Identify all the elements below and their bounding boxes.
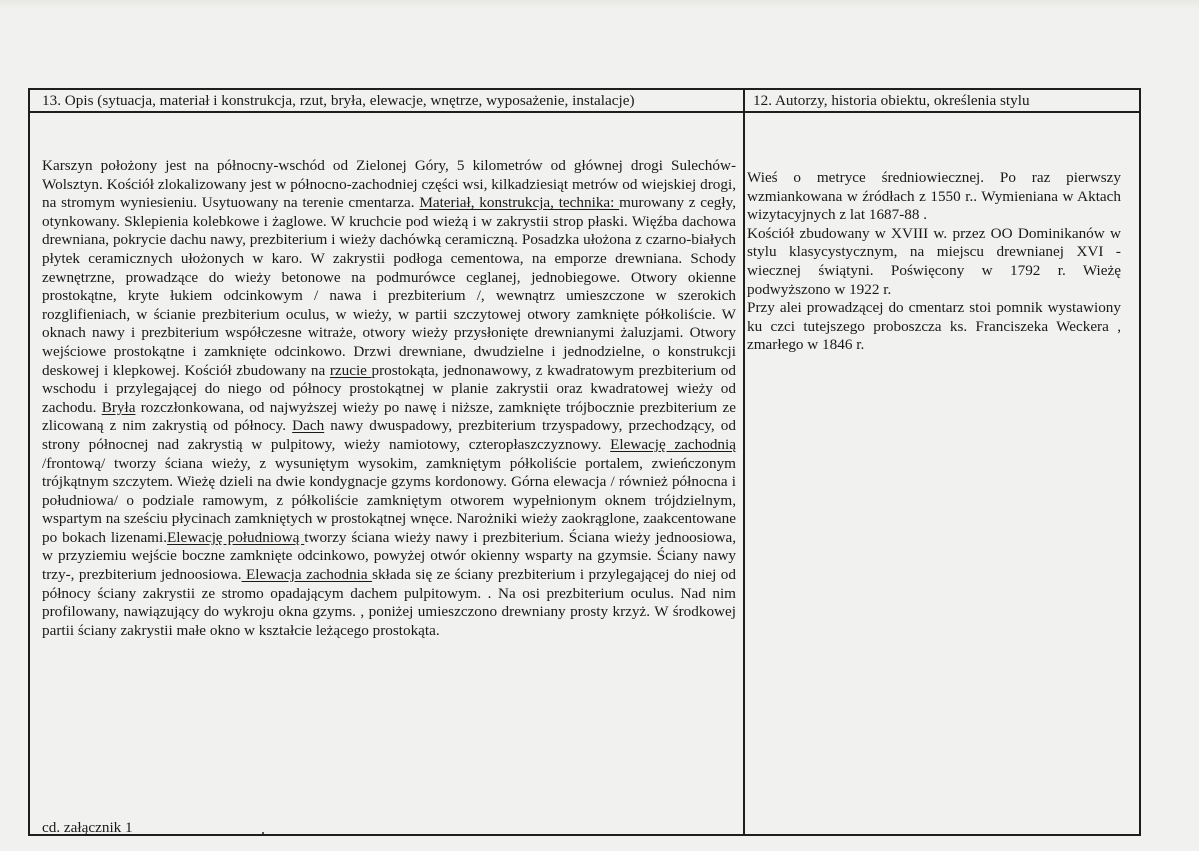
section-12-header: 12. Autorzy, historia obiektu, określenia stylu bbox=[753, 92, 1030, 109]
underlined-heading: Bryła bbox=[101, 398, 136, 416]
description-run: rozczłonkowana, od najwyższej wieży po nawę i niższe, zamknięte trójbocznie prezbiterium ze zlicowaną z nim zakrystią od północy. bbox=[42, 398, 736, 435]
description-run: /frontową/ tworzy ściana wieży, z wysuniętym wysokim, zamkniętym półkoliście portalem, zwieńczonym trójkątnym szczytem. Wieżę dzieli na dwie kondygnacje gzyms kordonowy. Górna elewacja / również północna i południowa/ o podziale ramowym, z półkoliście zamkniętym otworem wypełnionym oknem trójdzielnym, wspartym na sześciu płycinach zamkniętych w prostokątnej wnęce. Narożniki wieży zaokrąglone, zaakcentowane po bokach lizenami. bbox=[42, 454, 736, 546]
description-run: murowany z cegły, otynkowany. Sklepienia kolebkowe i żaglowe. W kruchcie pod wieżą i w zakrystii strop płaski. Więźba dachowa drewniana, pokrycie dachu nawy, prezbiterium i wieży dachówką ceramiczną. Posadzka ułożona z czarno-białych płytek ceramicznych ułożonych w karo. W zakrystii podłoga cementowa, na emporze drewniana. Schody zewnętrzne, prowadzące do wieży betonowe na podmurówce ceglanej, jednobiegowe. Otwory okienne prostokątne, kryte łukiem odcinkowym / nawa i prezbiterium /, wewnątrz umieszczone w szerokich rozglifieniach, w ścianie prezbiterium oculus, w wieży, w partii szczytowej otwory zamknięte półkoliście. W oknach nawy i prezbiterium współczesne witraże, otwory wieży przysłonięte drewnianymi żaluzjami. Otwory wejściowe prostokątne i zamknięte odcinkowo. Drzwi drewniane, dwudzielne i jednodzielne, o konstrukcji deskowej i klepkowej. Kościół zbudowany na bbox=[42, 194, 736, 379]
page-edge bbox=[0, 0, 1199, 10]
column-divider bbox=[743, 90, 745, 834]
description-run: nawy dwuspadowy, prezbiterium trzyspadowy, przechodzący, od strony północnej nad zakrystią w pulpitowy, wieży namiotowy, czteropłaszczyznowy. bbox=[42, 417, 736, 453]
form-table bbox=[28, 88, 1141, 836]
description-run: prostokąta, jednonawowy, z kwadratowym prezbiterium od wschodu i przylegającej do niego od północy prostokątnej w planie zakrystii oraz kwadratowej wieży od zachodu. bbox=[42, 361, 736, 416]
underlined-heading: Materiał, konstrukcja, technika: bbox=[419, 194, 620, 212]
underlined-heading: Elewację południową bbox=[167, 528, 305, 546]
history-paragraph-3: Przy alei prowadzącej do cmentarz stoi pomnik wystawiony ku czci tutejszego proboszcza ks. Franciszeka Weckera , zmarłego w 1846 r. bbox=[747, 299, 1121, 354]
description-run: składa się ze ściany prezbiterium i przylegającej do niej od północy ściany zakrystii ze stromo opadającym dachem pulpitowym. . Na osi prezbiterium oculus. Nad nim profilowany, nawiązujący do wykroju okna gzyms. , poniżej umieszczono drewniany prosty krzyż. W środkowej partii ściany zakrystii małe okno w kształcie leżącego prostokąta. bbox=[42, 566, 736, 639]
history-text bbox=[747, 169, 1121, 355]
underlined-heading: Dach bbox=[292, 417, 325, 435]
history-paragraph-1: Wieś o metryce średniowiecznej. Po raz pierwszy wzmiankowana w źródłach z 1550 r.. Wymieniana w Aktach wizytacyjnych z lat 1687-88 . bbox=[747, 169, 1121, 224]
continuation-note: cd. załącznik 1 bbox=[42, 819, 133, 836]
history-paragraph-2: Kościół zbudowany w XVIII w. przez OO Dominikanów w stylu klasycystycznym, na miejscu drewnianej XVI -wiecznej świątyni. Poświęcony w 1792 r. Wieżę podwyższono w 1922 r. bbox=[747, 224, 1121, 298]
section-13-header: 13. Opis (sytuacja, materiał i konstrukcja, rzut, bryła, elewacje, wnętrze, wyposażenie, instalacje) bbox=[42, 92, 635, 109]
underlined-heading: Elewacja zachodnia bbox=[241, 566, 373, 584]
description-text bbox=[42, 157, 736, 640]
description-run: Karszyn położony jest na północny-wschód od Zielonej Góry, 5 kilometrów od głównej drogi Sulechów-Wolsztyn. Kościół zlokalizowany jest w północno-zachodniej części wsi, kilkadziesiąt metrów od wiejskiej drogi, na stromym wyniesieniu. Usytuowany na terenie cmentarza. bbox=[42, 157, 736, 212]
underlined-heading: rzucie bbox=[329, 361, 372, 379]
underlined-heading: Elewację zachodnią bbox=[610, 435, 736, 453]
description-run: tworzy ściana wieży nawy i prezbiterium. Ściana wieży jednoosiowa, w przyziemiu wejście boczne zamknięte odcinkowo, powyżej otwór okienny wsparty na gzymsie. Ściany nawy trzy-, prezbiterium jednoosiowa. bbox=[42, 528, 736, 584]
description-paragraph bbox=[42, 157, 736, 640]
header-divider bbox=[30, 111, 1139, 113]
scan-speck bbox=[262, 832, 264, 834]
